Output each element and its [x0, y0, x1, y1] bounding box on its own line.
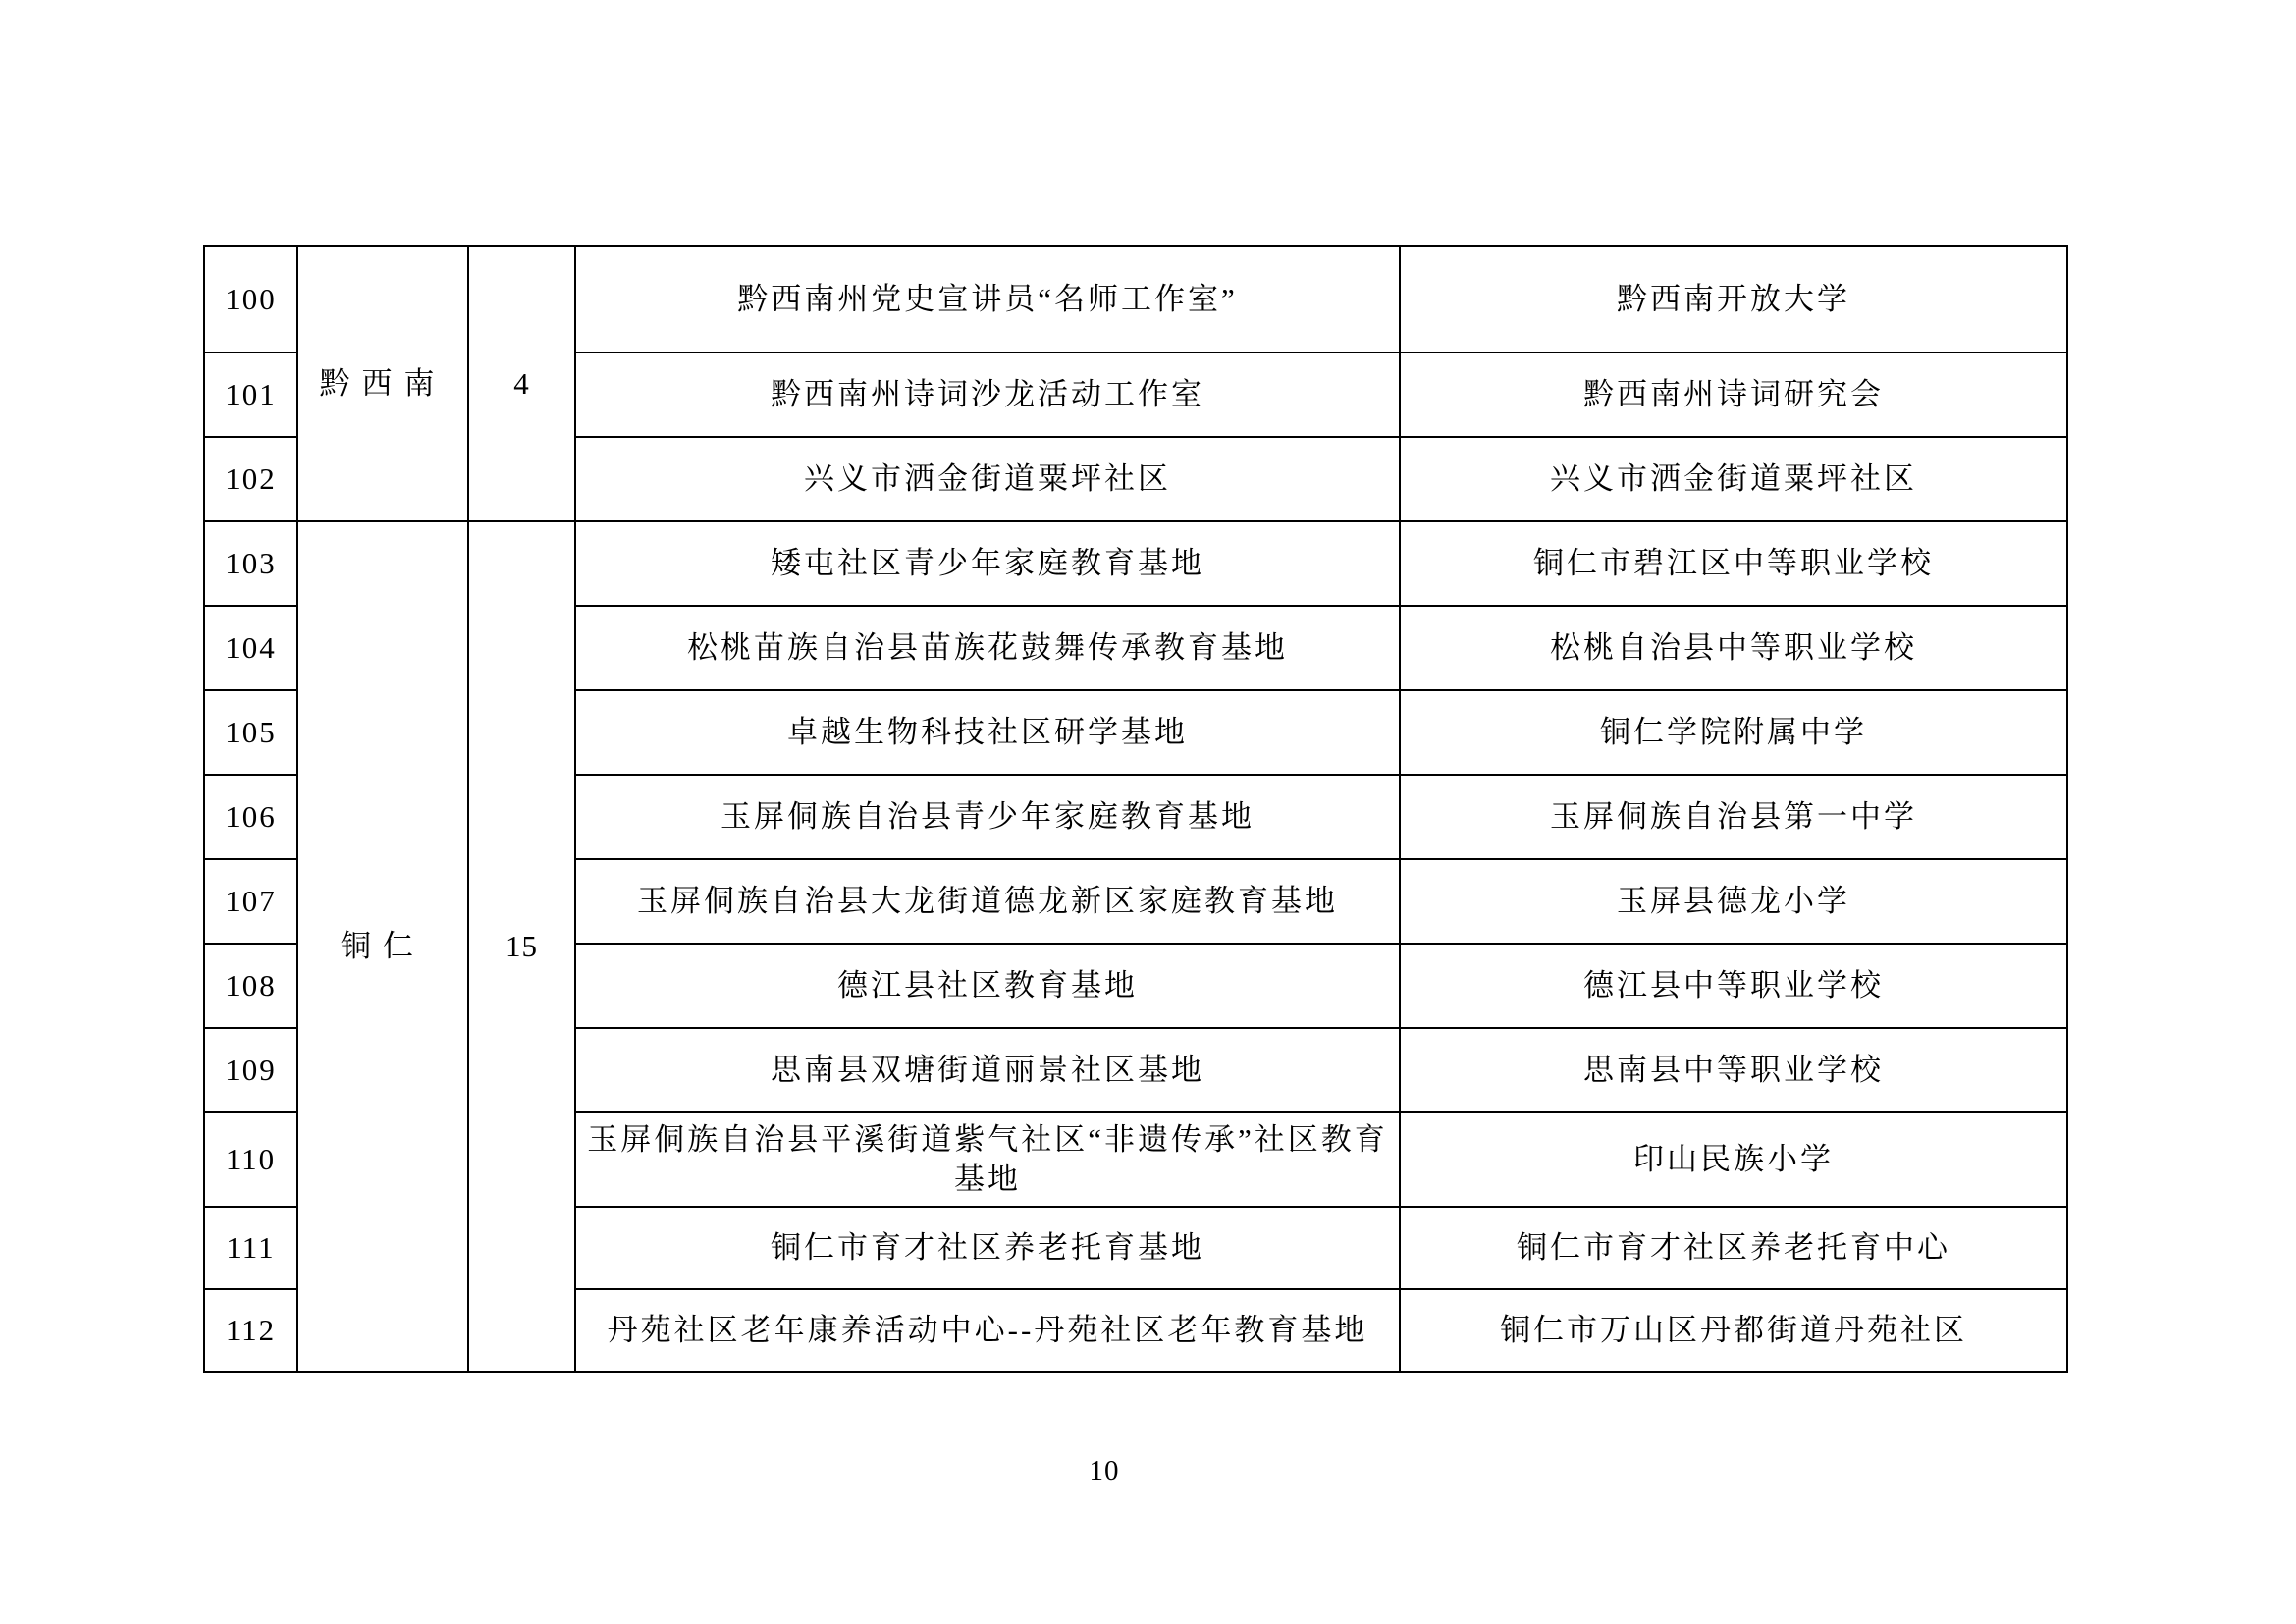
row-number-cell: 112 [204, 1289, 297, 1372]
row-number-cell: 111 [204, 1207, 297, 1289]
organization-cell: 铜仁市碧江区中等职业学校 [1400, 521, 2067, 606]
page-number: 10 [1089, 1455, 1120, 1487]
row-number-cell: 101 [204, 352, 297, 437]
count-cell: 15 [468, 521, 575, 1372]
organization-cell: 黔西南开放大学 [1400, 246, 2067, 352]
region-cell: 铜仁 [297, 521, 468, 1372]
base-name-cell: 玉屏侗族自治县平溪街道紫气社区“非遗传承”社区教育基地 [575, 1112, 1400, 1207]
base-name-cell: 思南县双塘街道丽景社区基地 [575, 1028, 1400, 1112]
base-name-cell: 黔西南州党史宣讲员“名师工作室” [575, 246, 1400, 352]
organization-cell: 印山民族小学 [1400, 1112, 2067, 1207]
base-name-cell: 兴义市洒金街道粟坪社区 [575, 437, 1400, 521]
organization-cell: 铜仁学院附属中学 [1400, 690, 2067, 775]
count-cell: 4 [468, 246, 575, 521]
row-number-cell: 105 [204, 690, 297, 775]
organization-cell: 铜仁市万山区丹都街道丹苑社区 [1400, 1289, 2067, 1372]
organization-cell: 黔西南州诗词研究会 [1400, 352, 2067, 437]
row-number-cell: 110 [204, 1112, 297, 1207]
row-number-cell: 106 [204, 775, 297, 859]
base-name-cell: 矮屯社区青少年家庭教育基地 [575, 521, 1400, 606]
organization-cell: 玉屏侗族自治县第一中学 [1400, 775, 2067, 859]
base-name-cell: 卓越生物科技社区研学基地 [575, 690, 1400, 775]
region-cell: 黔西南 [297, 246, 468, 521]
table-row [204, 521, 2067, 606]
table-row [204, 246, 2067, 352]
row-number-cell: 100 [204, 246, 297, 352]
base-name-cell: 玉屏侗族自治县大龙街道德龙新区家庭教育基地 [575, 859, 1400, 944]
row-number-cell: 107 [204, 859, 297, 944]
row-number-cell: 108 [204, 944, 297, 1028]
base-name-cell: 玉屏侗族自治县青少年家庭教育基地 [575, 775, 1400, 859]
organization-cell: 松桃自治县中等职业学校 [1400, 606, 2067, 690]
organization-cell: 兴义市洒金街道粟坪社区 [1400, 437, 2067, 521]
base-name-cell: 松桃苗族自治县苗族花鼓舞传承教育基地 [575, 606, 1400, 690]
base-name-cell: 德江县社区教育基地 [575, 944, 1400, 1028]
organization-cell: 玉屏县德龙小学 [1400, 859, 2067, 944]
organization-cell: 铜仁市育才社区养老托育中心 [1400, 1207, 2067, 1289]
row-number-cell: 102 [204, 437, 297, 521]
row-number-cell: 103 [204, 521, 297, 606]
organization-cell: 德江县中等职业学校 [1400, 944, 2067, 1028]
row-number-cell: 104 [204, 606, 297, 690]
base-name-cell: 丹苑社区老年康养活动中心--丹苑社区老年教育基地 [575, 1289, 1400, 1372]
base-name-cell: 黔西南州诗词沙龙活动工作室 [575, 352, 1400, 437]
base-name-cell: 铜仁市育才社区养老托育基地 [575, 1207, 1400, 1289]
organization-cell: 思南县中等职业学校 [1400, 1028, 2067, 1112]
base-list-table [203, 245, 2068, 1373]
row-number-cell: 109 [204, 1028, 297, 1112]
